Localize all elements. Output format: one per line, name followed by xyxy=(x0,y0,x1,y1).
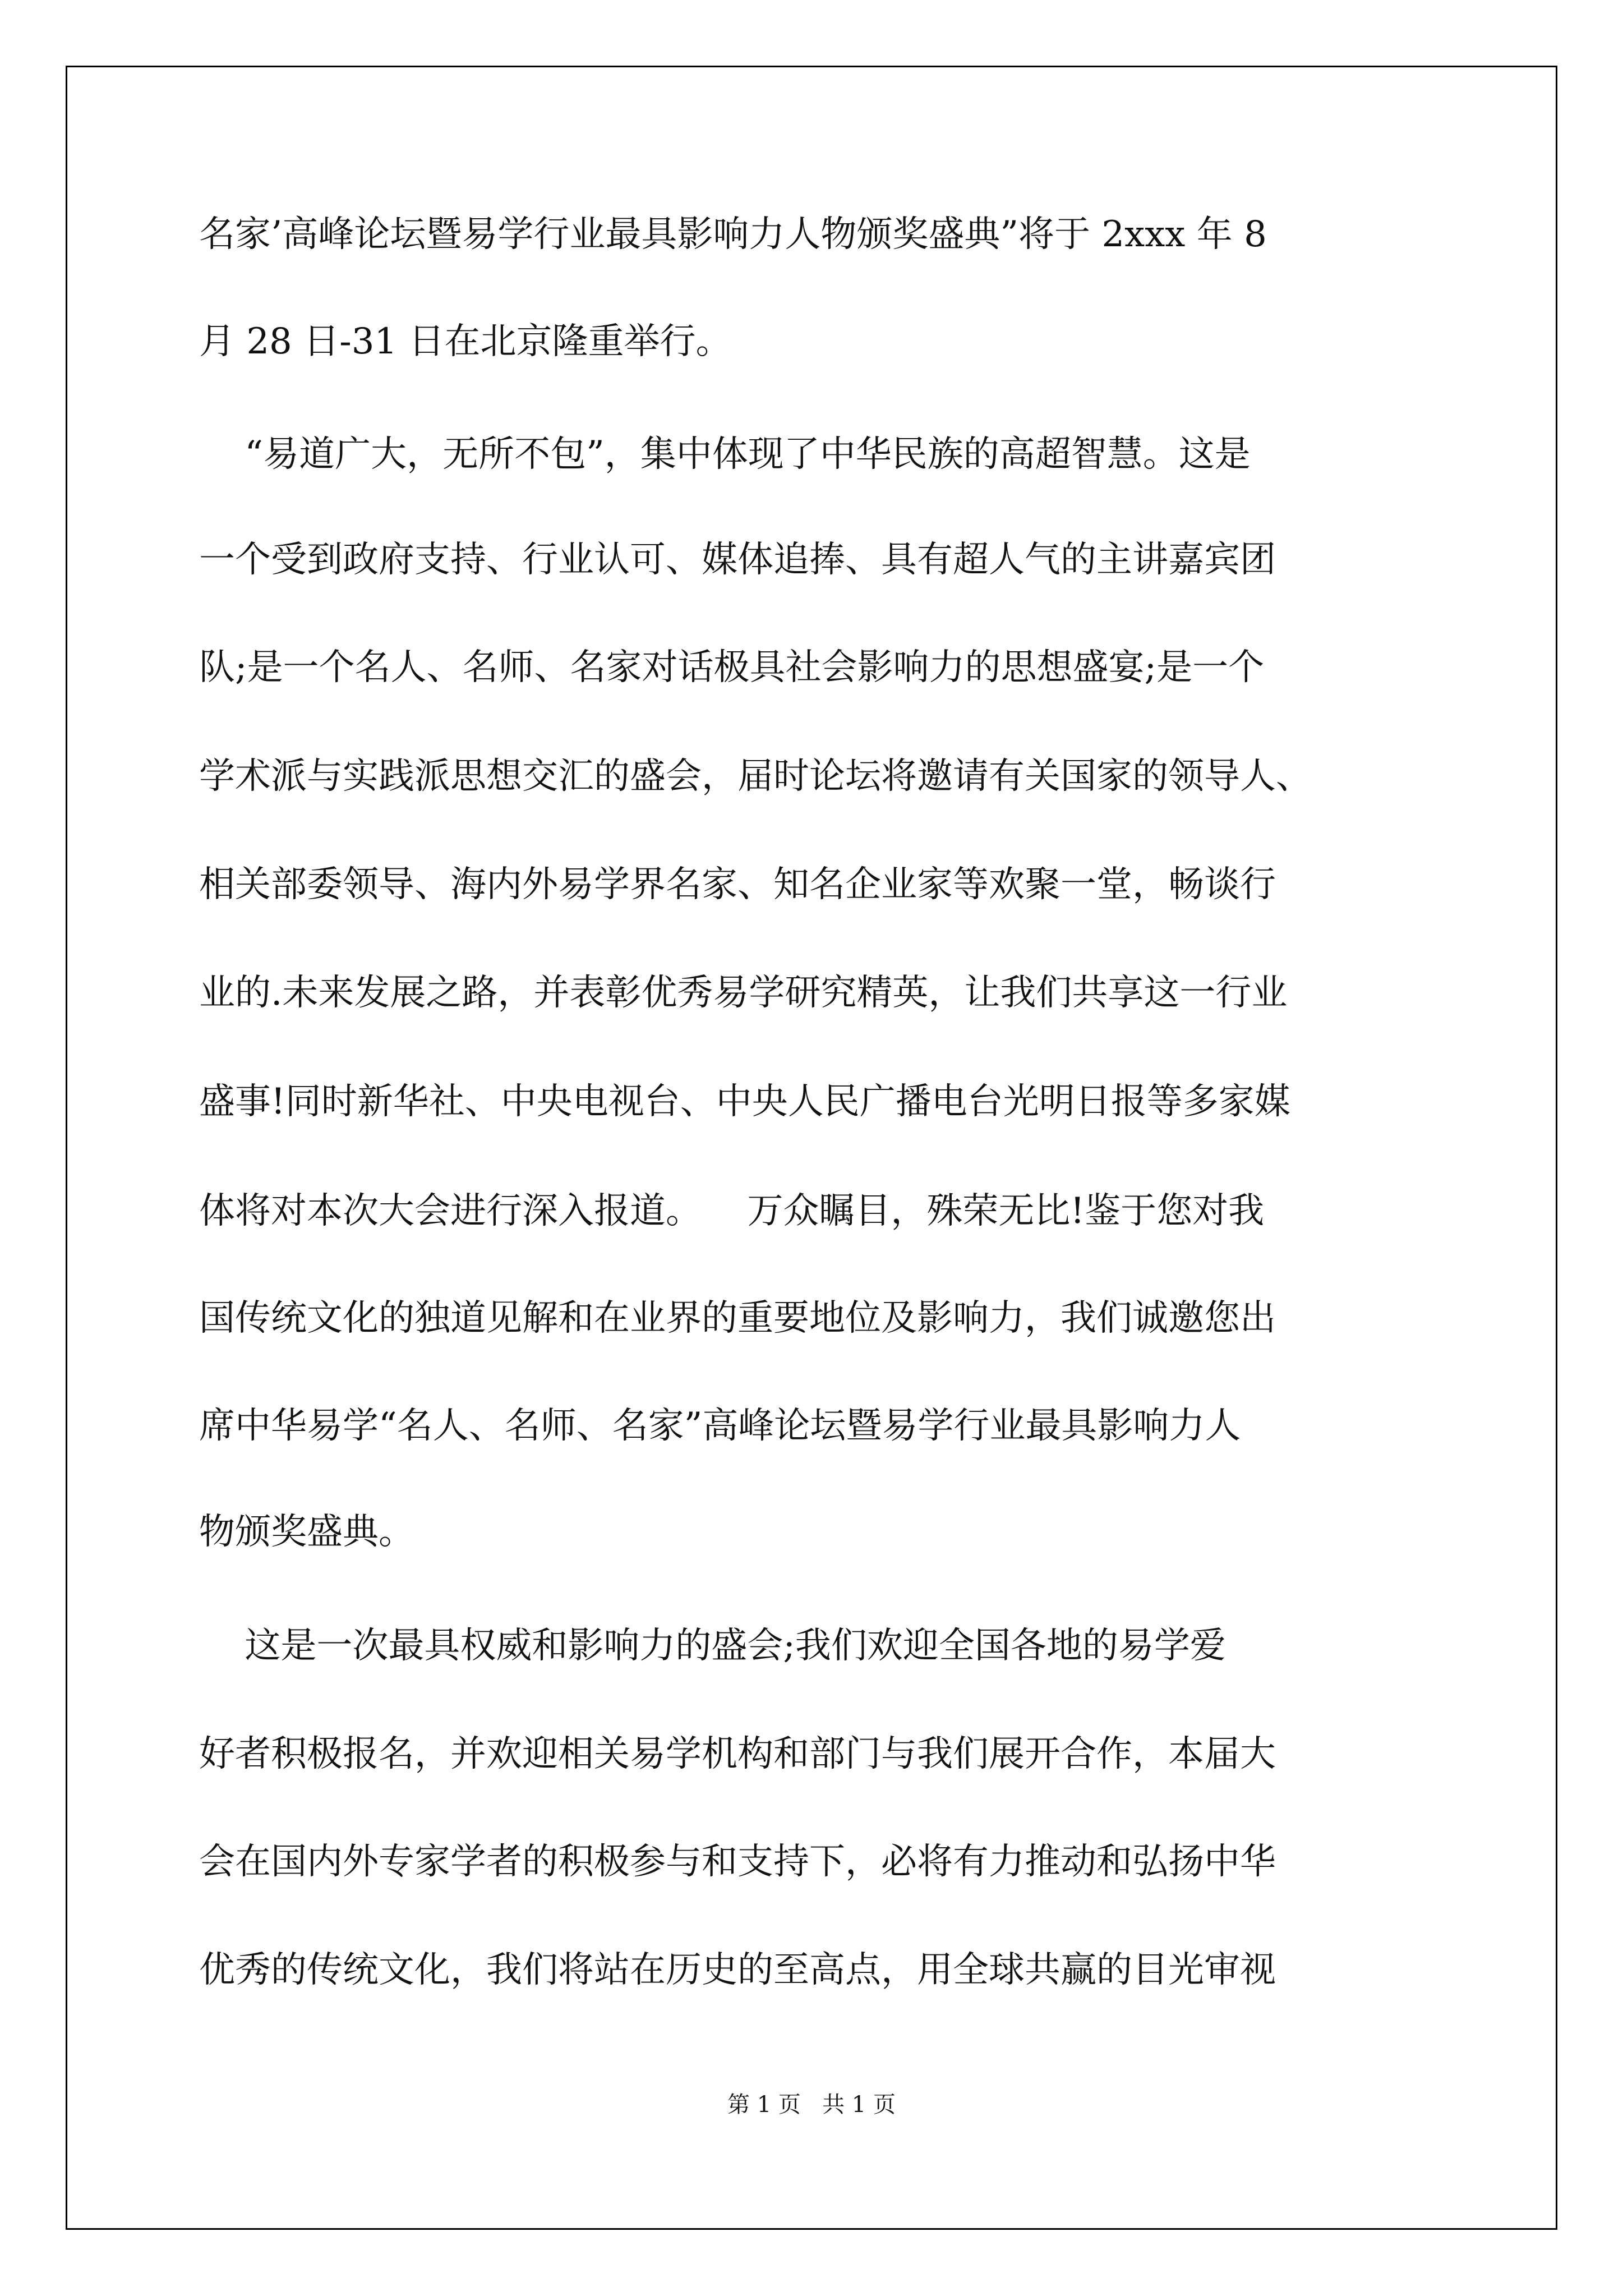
text-line: 学术派与实践派思想交汇的盛会，届时论坛将邀请有关国家的领导人、 xyxy=(199,756,1312,797)
text-line: 名家’高峰论坛暨易学行业最具影响力人物颁奖盛典”将于 2xxx 年 8 xyxy=(199,214,1267,255)
text-line: 物颁奖盛典。 xyxy=(199,1511,414,1553)
text-line: 体将对本次大会进行深入报道。 万众瞩目，殊荣无比!鉴于您对我 xyxy=(199,1190,1265,1232)
text-line: 业的.未来发展之路，并表彰优秀易学研究精英，让我们共享这一行业 xyxy=(199,972,1288,1014)
text-line: 会在国内外专家学者的积极参与和支持下，必将有力推动和弘扬中华 xyxy=(199,1841,1276,1883)
text-line: 优秀的传统文化，我们将站在历史的至高点，用全球共赢的目光审视 xyxy=(199,1949,1276,1991)
text-line: 一个受到政府支持、行业认可、媒体追捧、具有超人气的主讲嘉宾团 xyxy=(199,539,1276,581)
text-line: “易道广大，无所不包”，集中体现了中华民族的高超智慧。这是 xyxy=(199,434,1251,475)
text-line: 席中华易学“名人、名师、名家”高峰论坛暨易学行业最具影响力人 xyxy=(199,1405,1241,1447)
text-line: 盛事!同时新华社、中央电视台、中央人民广播电台光明日报等多家媒 xyxy=(199,1081,1290,1122)
text-line: 相关部委领导、海内外易学界名家、知名企业家等欢聚一堂，畅谈行 xyxy=(199,864,1276,905)
text-line: 月 28 日-31 日在北京隆重举行。 xyxy=(199,321,732,362)
text-line: 国传统文化的独道见解和在业界的重要地位及影响力，我们诚邀您出 xyxy=(199,1297,1276,1339)
text-line: 这是一次最具权威和影响力的盛会;我们欢迎全国各地的易学爱 xyxy=(199,1625,1226,1667)
page-border xyxy=(66,66,1557,2230)
page-number-footer: 第 1 页 共 1 页 xyxy=(727,2092,896,2118)
text-line: 队;是一个名人、名师、名家对话极具社会影响力的思想盛宴;是一个 xyxy=(199,647,1265,688)
text-line: 好者积极报名，并欢迎相关易学机构和部门与我们展开合作，本届大 xyxy=(199,1733,1276,1775)
